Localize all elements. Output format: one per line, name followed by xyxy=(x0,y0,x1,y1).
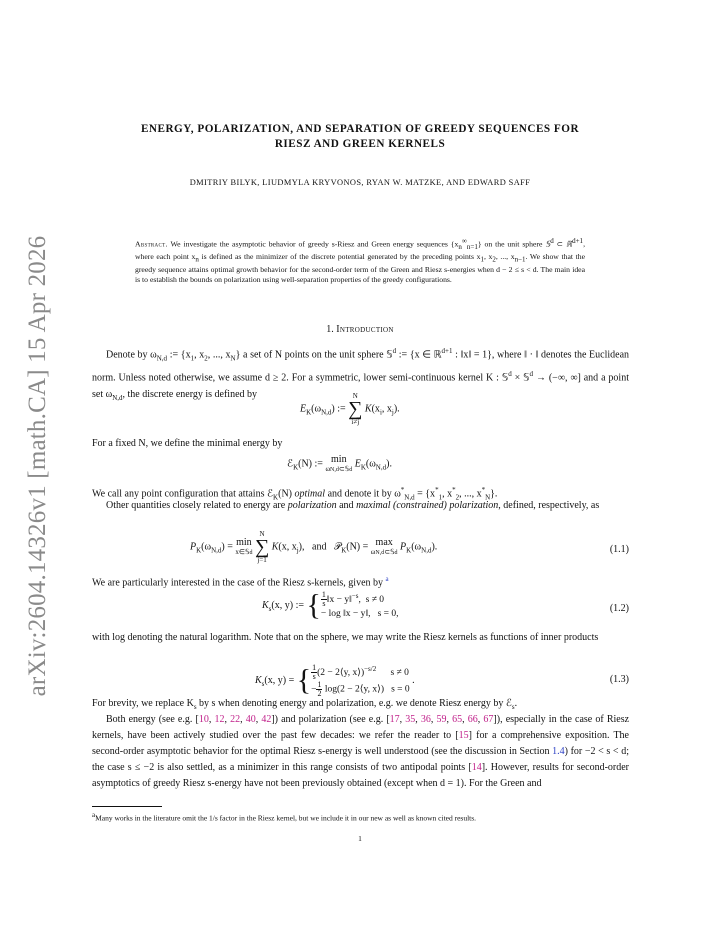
citation-67[interactable]: 67 xyxy=(483,714,494,725)
citation-59[interactable]: 59 xyxy=(436,714,447,725)
citation-36[interactable]: 36 xyxy=(420,714,431,725)
paragraph-inner-products: with log denoting the natural logarithm. Note that on the sphere, we may write the Riesz kernels as functions of inner products xyxy=(92,632,599,643)
abstract: Abstract. We investigate the asymptotic behavior of greedy s-Riesz and Green energy sequences {xn∞n=1} on the unit sphere 𝕊d ⊂ ℝd+1, where each point xn is defined as the minimizer of the discrete potential generated by the preceding points x1, x2, ..., xn−1. We show that the greedy sequence attains optimal growth behavior for the second-order term of the Green and Riesz s-energies when d − 2 ≤ s < d. The main idea is to establish the bounds on polarization using well-separation properties of the greedy configurations. xyxy=(135,237,586,284)
footnote xyxy=(92,810,629,824)
abstract-label: Abstract. xyxy=(135,239,168,249)
citation-35[interactable]: 35 xyxy=(405,714,416,725)
citation-17[interactable]: 17 xyxy=(389,714,400,725)
arxiv-identifier-stamp: arXiv:2604.14326v1 [math.CA] 15 Apr 2026 xyxy=(24,235,51,697)
section-link-1-4[interactable]: 1.4 xyxy=(552,746,565,757)
paragraph-optimal: We call any point configuration that attains ℰ$_K$(N) optimal and denote it by $\omega^*_{N,d} = \{x^*_1$, $x^*_2$, ..., $x^*_N$}. xyxy=(92,486,498,502)
citation-15[interactable]: 15 xyxy=(458,730,469,741)
citation-22[interactable]: 22 xyxy=(230,714,241,725)
paragraph-brevity: For brevity, we replace $K_s$ by s when denoting energy and polarization, e.g. we denote Riesz energy by ℰ$_s$. xyxy=(92,698,518,711)
footnote-text: Many works in the literature omit the 1/s factor in the Riesz kernel, but we include it in our new as well as known cited results. xyxy=(95,813,477,823)
citation-65[interactable]: 65 xyxy=(452,714,463,725)
author-list: DMITRIY BILYK, LIUDMYLA KRYVONOS, RYAN W. MATZKE, AND EDWARD SAFF xyxy=(189,178,531,187)
paragraph-literature: Both energy (see e.g. [10, 12, 22, 40, 42]) and polarization (see e.g. [17, 35, 36, 59, 65, 66, 67]), especially in the case of Riesz kernels, have been actively studied over the past few decades: we refer the reader to [15] for a comprehensive exposition. The second-order asymptotic behavior for the optimal Riesz s-energy is well understood (see the discussion in Section 1.4) for −2 < s < d; the case s ≤ −2 is also settled, as a minimizer in this range consists of two antipodal points [14]. However, results for second-order asymptotics of greedy Riesz s-energy have not been previously obtained (except when d = 1). For the Green and xyxy=(92,714,630,789)
paragraph-notation: Denote by $\omega_{N,d}$ := {$x_1$, $x_2$, ..., $x_N$} a set of N points on the unit sphere 𝕊$^d$ := {x ∈ ℝ$^{d+1}$ : ‖x‖ = 1}, where ‖ · ‖ denotes the Euclidean norm. Unless noted otherwise, we assume d ≥ 2. For a symmetric, lower semi-continuous kernel K : 𝕊$^d$ × 𝕊$^d$ → (−∞, ∞] and a point set $\omega_{N,d}$, the discrete energy is defined by xyxy=(92,347,630,402)
equation-discrete-energy: $E_K(\omega_{N,d})$ := N ∑ i≠j $K(x_i$, $x_j$). xyxy=(300,392,400,426)
citation-40[interactable]: 40 xyxy=(245,714,256,725)
footnote-rule xyxy=(92,806,162,807)
title-line-2: RIESZ AND GREEN KERNELS xyxy=(274,138,446,150)
arxiv-sidebar xyxy=(0,0,60,932)
citation-12[interactable]: 12 xyxy=(214,714,225,725)
equation-1-3: $K_s(x$, y) = { $\frac{1}{s}$ (2 − 2⟨y, x⟩)$^{-s/2}$ s ≠ 0 − $\frac{1}{2}$ log(2 − 2⟨y, x⟩) s = 0 . xyxy=(255,663,415,699)
section-title: Introduction xyxy=(336,324,394,335)
page-number: 1 xyxy=(358,834,362,843)
equation-minimal-energy: ℰ$_K$(N) := min ωN,d⊂𝕊d $E_K(\omega_{N,d})$. xyxy=(287,454,392,473)
footnote-marker[interactable]: a xyxy=(385,575,389,583)
equation-number-1-1: (1.1) xyxy=(609,544,629,555)
title-line-1: ENERGY, POLARIZATION, AND SEPARATION OF GREEDY SEQUENCES FOR xyxy=(140,123,580,135)
citation-42[interactable]: 42 xyxy=(261,714,272,725)
paragraph-minimal-energy: For a fixed N, we define the minimal energy by xyxy=(92,438,283,449)
citation-66[interactable]: 66 xyxy=(467,714,478,725)
citation-14[interactable]: 14 xyxy=(471,762,482,773)
equation-number-1-3: (1.3) xyxy=(609,674,629,685)
paragraph-polarization: Other quantities closely related to energy are polarization and maximal (constrained) polarization, defined, respectively, as xyxy=(106,500,600,511)
equation-number-1-2: (1.2) xyxy=(609,603,629,614)
footnote-mark: a xyxy=(92,811,96,819)
paragraph-riesz: We are particularly interested in the case of the Riesz s-kernels, given by $^a$ xyxy=(92,575,389,589)
paper-title xyxy=(90,122,630,152)
equation-1-1: $P_K(\omega_{N,d})$ = min x∈𝕊d N ∑ j=1 K(x, $x_j$), and 𝒫$_K$(N) = max ωN,d⊂𝕊d $P_K(\omega_{N,d})$. xyxy=(190,530,438,564)
equation-1-2: $K_s(x$, y) := { $\frac{1}{s}$ ‖x − y‖$^{-s}$, s ≠ 0 − log ‖x − y‖, s = 0, xyxy=(262,588,399,622)
citation-10[interactable]: 10 xyxy=(198,714,209,725)
section-heading: 1. Introduction xyxy=(326,324,394,335)
